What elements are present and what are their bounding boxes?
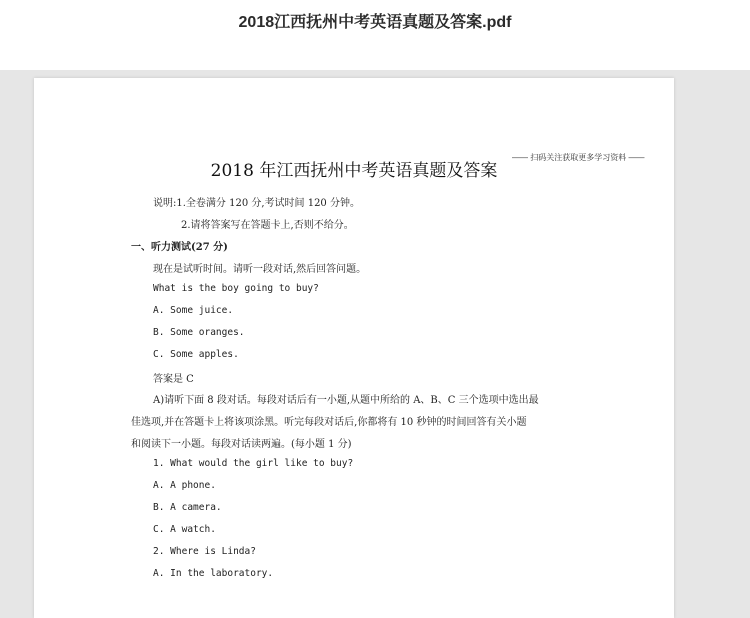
text-line: 现在是试听时间。请听一段对话,然后回答问题。 [153, 264, 367, 275]
text-line: 1. What would the girl like to buy? [153, 458, 354, 469]
paper-title: 2018 年江西抚州中考英语真题及答案 [210, 161, 498, 181]
text-line: A. In the laboratory. [153, 568, 274, 579]
title-bar [0, 0, 750, 70]
document-filename: 2018江西抚州中考英语真题及答案.pdf [238, 14, 512, 31]
side-note: —— 扫码关注获取更多学习资料 —— [512, 153, 645, 162]
text-line: B. A camera. [153, 502, 222, 513]
text-line: C. Some apples. [153, 349, 239, 360]
text-line: 答案是 C [153, 374, 194, 385]
text-line: A. Some juice. [153, 305, 234, 316]
text-line: 2. Where is Linda? [153, 546, 256, 557]
text-line: A)请听下面 8 段对话。每段对话后有一小题,从题中所给的 A、B、C 三个选项中选出最 [153, 395, 539, 406]
text-line: B. Some oranges. [153, 327, 245, 338]
text-line: 佳选项,并在答题卡上将该项涂黑。听完每段对话后,你都将有 10 秒钟的时间回答有关小题 [131, 417, 527, 428]
section-heading: 一、听力测试(27 分) [131, 242, 228, 253]
text-line: C. A watch. [153, 524, 216, 535]
instruction-1: 说明:1.全卷满分 120 分,考试时间 120 分钟。 [153, 198, 360, 209]
text-line: What is the boy going to buy? [153, 283, 319, 294]
instruction-2: 2.请将答案写在答题卡上,否则不给分。 [181, 220, 354, 231]
text-line: A. A phone. [153, 480, 216, 491]
text-line: 和阅读下一小题。每段对话读两遍。(每小题 1 分) [131, 439, 352, 450]
